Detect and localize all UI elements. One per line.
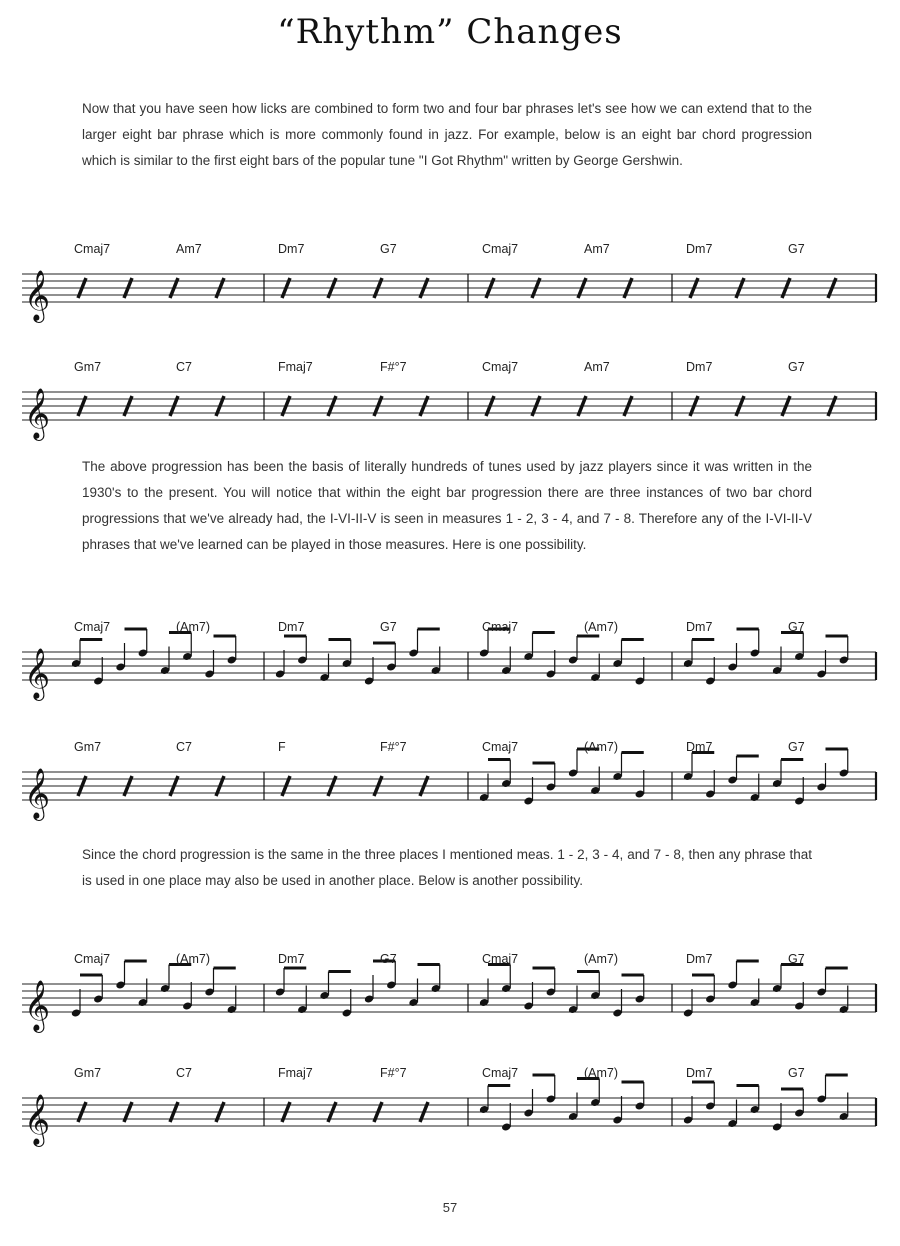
- note-3-3-2: [727, 756, 737, 785]
- note-3-2-1: [501, 760, 511, 789]
- chord-label-2-0-0: Cmaj7: [74, 620, 111, 634]
- chord-label-2-2-1: (Am7): [584, 620, 619, 634]
- note-2-1-6: [408, 629, 418, 658]
- middle-paragraph: [82, 454, 812, 558]
- chord-label-5-2-0: Cmaj7: [482, 1066, 519, 1080]
- staff-example2-line-2: [18, 1060, 882, 1170]
- middle-text: The above progression has been the basis of literally hundreds of tunes used by jazz players since it was written in the 1930's to the present. You will notice that within the eight bar progression there are three instances of two bar chord progressions that we've already had, the I-VI-II-V is seen in measures 1 - 2, 3 - 4, and 7 - 8. Therefore any of the I-VI-II-V phrases that we've learned can be played in those measures. Here is one possibility.: [82, 459, 812, 552]
- chord-label-4-1-1: G7: [380, 952, 397, 966]
- chord-label-0-0-0: Cmaj7: [74, 242, 111, 256]
- note-2-3-3: [750, 629, 760, 658]
- note-3-2-5: [590, 767, 600, 796]
- note-5-3-4: [772, 1103, 782, 1132]
- staff-example2-line-1: [18, 946, 882, 1056]
- note-3-2-6: [612, 753, 622, 782]
- note-2-0-7: [227, 636, 237, 665]
- note-3-3-0: [683, 753, 693, 782]
- note-5-2-5: [590, 1079, 600, 1108]
- note-4-0-3: [138, 979, 148, 1008]
- note-2-1-4: [364, 657, 374, 686]
- note-4-2-4: [568, 986, 578, 1015]
- chord-label-0-1-1: G7: [380, 242, 397, 256]
- note-2-0-3: [138, 629, 148, 658]
- note-4-0-7: [227, 986, 237, 1015]
- note-4-3-2: [727, 961, 737, 990]
- note-2-2-2: [523, 633, 533, 662]
- staff-progression-line-2: [18, 354, 882, 464]
- note-4-2-1: [501, 965, 511, 994]
- chord-label-4-3-0: Dm7: [686, 952, 713, 966]
- note-4-3-3: [750, 979, 760, 1008]
- note-5-2-7: [635, 1082, 645, 1111]
- staff-progression-line-1: [18, 236, 882, 346]
- staff-example1-line-2: [18, 734, 882, 844]
- note-4-3-1: [705, 975, 715, 1004]
- chord-label-3-1-1: F#°7: [380, 740, 407, 754]
- note-5-3-5: [794, 1089, 804, 1118]
- note-4-2-7: [635, 975, 645, 1004]
- note-4-1-2: [319, 972, 329, 1001]
- chord-label-2-2-0: Cmaj7: [482, 620, 519, 634]
- note-2-1-1: [297, 636, 307, 665]
- chord-label-1-0-0: Gm7: [74, 360, 102, 374]
- note-3-3-1: [705, 770, 715, 799]
- intro-text: Now that you have seen how licks are combined to form two and four bar phrases let's see how we can extend that to the larger eight bar phrase which is more commonly found in jazz. For example, below is an eight bar chord progression which is similar to the first eight bars of the popular tune "I Got Rhythm" written by George Gershwin.: [82, 101, 812, 168]
- treble-clef-icon: 𝄞: [24, 388, 51, 439]
- note-4-1-7: [431, 965, 441, 994]
- note-4-2-2: [523, 982, 533, 1011]
- chord-label-1-1-1: F#°7: [380, 360, 407, 374]
- chord-label-3-0-0: Gm7: [74, 740, 102, 754]
- note-4-2-3: [546, 968, 556, 997]
- note-2-0-4: [160, 647, 170, 676]
- note-2-2-3: [546, 650, 556, 679]
- chord-label-5-0-1: C7: [176, 1066, 192, 1080]
- chord-label-3-3-1: G7: [788, 740, 805, 754]
- chord-label-2-3-1: G7: [788, 620, 805, 634]
- note-2-3-1: [705, 657, 715, 686]
- note-4-3-7: [839, 986, 849, 1015]
- note-3-3-4: [772, 760, 782, 789]
- treble-clef-icon: 𝄞: [24, 980, 51, 1031]
- note-4-3-4: [772, 965, 782, 994]
- treble-clef-icon: 𝄞: [24, 270, 51, 321]
- note-2-3-2: [727, 643, 737, 672]
- staff-svg-0: [18, 236, 882, 346]
- note-3-3-6: [816, 763, 826, 792]
- chord-label-4-3-1: G7: [788, 952, 805, 966]
- chord-label-1-3-1: G7: [788, 360, 805, 374]
- treble-clef-icon: 𝄞: [24, 768, 51, 819]
- note-2-2-6: [612, 640, 622, 669]
- note-5-3-7: [839, 1093, 849, 1122]
- chord-label-1-2-0: Cmaj7: [482, 360, 519, 374]
- treble-clef-icon: 𝄞: [24, 1094, 51, 1145]
- note-5-3-0: [683, 1096, 693, 1125]
- chord-label-2-1-0: Dm7: [278, 620, 305, 634]
- staff-svg-3: [18, 734, 882, 844]
- note-2-1-7: [431, 647, 441, 676]
- staff-example1-line-1: [18, 614, 882, 724]
- chord-label-0-2-0: Cmaj7: [482, 242, 519, 256]
- note-2-0-0: [71, 640, 81, 669]
- note-5-3-2: [727, 1100, 737, 1129]
- note-4-1-1: [297, 986, 307, 1015]
- chord-label-4-2-1: (Am7): [584, 952, 619, 966]
- note-5-3-3: [750, 1086, 760, 1115]
- note-2-0-2: [115, 643, 125, 672]
- chord-label-3-2-0: Cmaj7: [482, 740, 519, 754]
- note-3-2-4: [568, 749, 578, 778]
- note-4-0-1: [93, 975, 103, 1004]
- staff-svg-2: [18, 614, 882, 724]
- chord-label-1-1-0: Fmaj7: [278, 360, 313, 374]
- note-2-3-5: [794, 633, 804, 662]
- page-number: 57: [442, 1200, 458, 1215]
- note-4-0-5: [182, 982, 192, 1011]
- note-4-2-0: [479, 979, 489, 1008]
- note-4-2-6: [612, 989, 622, 1018]
- note-4-0-2: [115, 961, 125, 990]
- staff-svg-4: [18, 946, 882, 1056]
- note-3-2-2: [523, 777, 533, 806]
- note-5-3-6: [816, 1075, 826, 1104]
- chord-label-5-1-1: F#°7: [380, 1066, 407, 1080]
- page-title: “Rhythm” Changes: [277, 12, 623, 52]
- chord-label-5-3-1: G7: [788, 1066, 805, 1080]
- chord-label-0-3-1: G7: [788, 242, 805, 256]
- note-4-1-3: [342, 989, 352, 1018]
- note-4-3-6: [816, 968, 826, 997]
- chord-label-4-0-0: Cmaj7: [74, 952, 111, 966]
- later-paragraph: [82, 842, 812, 894]
- note-2-0-5: [182, 633, 192, 662]
- staff-svg-1: [18, 354, 882, 464]
- note-2-1-5: [386, 643, 396, 672]
- note-4-0-4: [160, 965, 170, 994]
- note-4-1-0: [275, 968, 285, 997]
- chord-label-3-2-1: (Am7): [584, 740, 619, 754]
- chord-label-5-2-1: (Am7): [584, 1066, 619, 1080]
- note-5-2-3: [546, 1075, 556, 1104]
- note-5-2-6: [612, 1096, 622, 1125]
- chord-label-1-3-0: Dm7: [686, 360, 713, 374]
- note-3-2-0: [479, 774, 489, 803]
- note-2-0-1: [93, 657, 103, 686]
- chord-label-5-0-0: Gm7: [74, 1066, 102, 1080]
- chord-label-5-3-0: Dm7: [686, 1066, 713, 1080]
- staff-svg-5: [18, 1060, 882, 1170]
- chord-label-0-1-0: Dm7: [278, 242, 305, 256]
- note-2-0-6: [204, 650, 214, 679]
- note-4-0-6: [204, 968, 214, 997]
- note-5-3-1: [705, 1082, 715, 1111]
- note-2-1-2: [319, 654, 329, 683]
- note-3-3-3: [750, 774, 760, 803]
- note-3-2-7: [635, 770, 645, 799]
- note-4-0-0: [71, 989, 81, 1018]
- chord-label-3-0-1: C7: [176, 740, 192, 754]
- chord-label-3-1-0: F: [278, 740, 286, 754]
- note-4-1-4: [364, 975, 374, 1004]
- chord-label-0-2-1: Am7: [584, 242, 610, 256]
- chord-label-4-0-1: (Am7): [176, 952, 211, 966]
- note-5-2-2: [523, 1089, 533, 1118]
- chord-label-3-3-0: Dm7: [686, 740, 713, 754]
- chord-label-0-0-1: Am7: [176, 242, 202, 256]
- note-2-2-4: [568, 636, 578, 665]
- note-4-1-6: [408, 979, 418, 1008]
- note-2-2-1: [501, 647, 511, 676]
- intro-paragraph: [82, 96, 812, 174]
- note-3-2-3: [546, 763, 556, 792]
- note-2-3-7: [839, 636, 849, 665]
- chord-label-1-2-1: Am7: [584, 360, 610, 374]
- note-5-2-4: [568, 1093, 578, 1122]
- chord-label-2-1-1: G7: [380, 620, 397, 634]
- note-2-1-3: [342, 640, 352, 669]
- chord-label-2-3-0: Dm7: [686, 620, 713, 634]
- note-2-2-7: [635, 657, 645, 686]
- note-4-3-0: [683, 989, 693, 1018]
- note-2-2-5: [590, 654, 600, 683]
- chord-label-1-0-1: C7: [176, 360, 192, 374]
- note-3-3-7: [839, 749, 849, 778]
- note-4-3-5: [794, 982, 804, 1011]
- note-2-3-4: [772, 647, 782, 676]
- chord-label-4-2-0: Cmaj7: [482, 952, 519, 966]
- note-5-2-0: [479, 1086, 489, 1115]
- chord-label-0-3-0: Dm7: [686, 242, 713, 256]
- treble-clef-icon: 𝄞: [24, 648, 51, 699]
- note-3-3-5: [794, 777, 804, 806]
- note-2-1-0: [275, 650, 285, 679]
- chord-label-2-0-1: (Am7): [176, 620, 211, 634]
- note-2-3-0: [683, 640, 693, 669]
- note-4-2-5: [590, 972, 600, 1001]
- chord-label-4-1-0: Dm7: [278, 952, 305, 966]
- note-2-3-6: [816, 650, 826, 679]
- later-text: Since the chord progression is the same in the three places I mentioned meas. 1 - 2, 3 - 4, and 7 - 8, then any phrase that is used in one place may also be used in another place. Below is another possibility.: [82, 847, 812, 888]
- note-5-2-1: [501, 1103, 511, 1132]
- chord-label-5-1-0: Fmaj7: [278, 1066, 313, 1080]
